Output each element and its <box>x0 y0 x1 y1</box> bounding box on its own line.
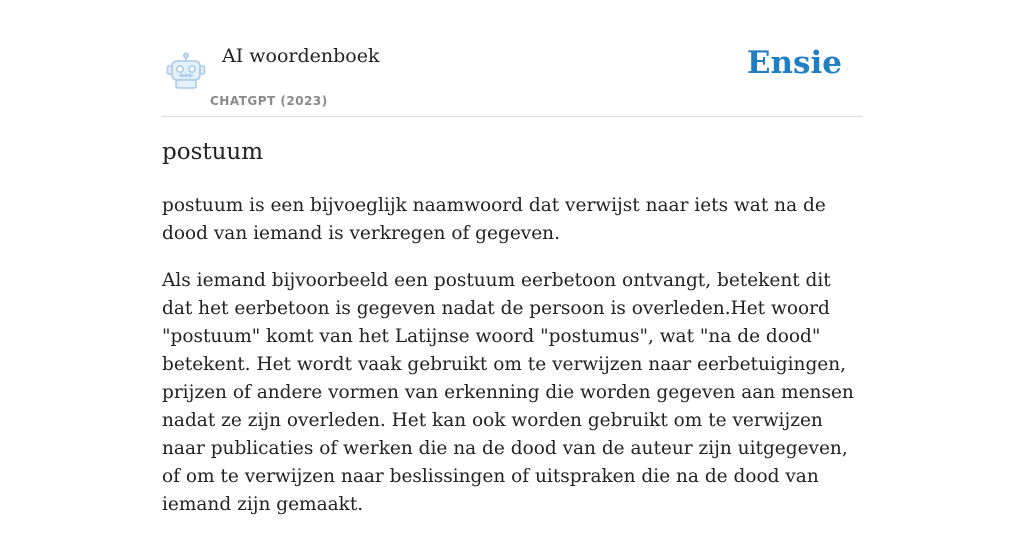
brand-logo[interactable]: Ensie <box>746 45 842 81</box>
entry-definition <box>162 192 862 538</box>
definition-paragraph: Als iemand bijvoorbeeld een postuum eerbetoon ontvangt, betekent dit dat het eerbetoon is gegeven nadat de persoon is overleden.Het woord "postuum" komt van het Latijnse woord "postumus", wat "na de dood" betekent. Het wordt vaak gebruikt om te verwijzen naar eerbetuigingen, prijzen of andere vormen van erkenning die worden gegeven aan mensen nadat ze zijn overleden. Het kan ook worden gebruikt om te verwijzen naar publicaties of werken die na de dood van de auteur zijn uitgegeven, of om te verwijzen naar beslissingen of uitspraken die na de dood van iemand zijn gemaakt. <box>162 270 854 515</box>
entry-card <box>162 0 862 515</box>
robot-icon <box>166 52 206 90</box>
definition-paragraph: postuum is een bijvoeglijk naamwoord dat verwijst naar iets wat na de dood van iemand is verkregen of gegeven. <box>162 195 826 244</box>
entry-term: postuum <box>162 139 264 165</box>
source-name[interactable]: AI woordenboek <box>222 45 380 67</box>
source-header <box>162 0 862 117</box>
source-meta: CHATGPT (2023) <box>210 94 328 108</box>
